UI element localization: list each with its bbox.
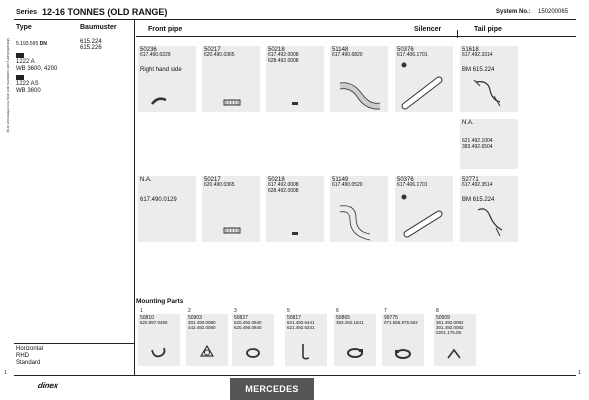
section-rule [136,36,576,37]
clamp-icon [382,314,424,366]
part-code: 50218 [268,47,285,53]
mount-code: 50817 [287,315,301,321]
part-ref: 617.492.3314 [462,52,493,58]
dinex-logo: dinex [37,381,59,390]
part-adapter[interactable] [266,46,324,112]
mount-num: 6 [336,308,339,314]
mount-num: 7 [384,308,387,314]
model-2-wb: WB 3600 [16,88,41,94]
mount-item-8[interactable] [434,314,476,366]
part-front-pipe-na[interactable] [138,176,196,242]
mount-num: 3 [234,308,237,314]
part-ref: 617.490.6820 [332,52,363,58]
mount-ref: 071.555.975.502 [384,320,418,325]
part-intermediate-pipe[interactable] [330,46,388,112]
drive-side: RHD [16,353,29,359]
part-intermediate-pipe-2[interactable] [330,176,388,242]
part-extra-na[interactable] [460,119,518,169]
model-1-name: 1222 A [16,59,35,65]
part-code: 50218 [268,177,285,183]
series-title: 12-16 TONNES (OLD RANGE) [42,7,168,17]
tail-pipe-icon [460,46,518,112]
curved-pipe-icon [330,176,388,242]
engine-suffix: DN [39,41,47,47]
mount-item-6[interactable] [334,314,376,366]
type-label: Type [16,24,32,31]
part-code: 51149 [332,177,349,183]
front-pipe-header: Front pipe [148,26,183,33]
footer-rule [14,375,576,376]
mounting-title: Mounting Parts [136,298,184,305]
part-note: Right hand side [140,67,182,73]
clamp-icon [138,314,180,366]
mount-item-5[interactable] [285,314,327,366]
part-ref: 617.492.0008 628.492.0008 [268,182,299,194]
part-silencer-2[interactable] [395,176,453,242]
part-code: 51618 [462,47,479,53]
clamp-icon [334,314,376,366]
part-adapter-2[interactable] [266,176,324,242]
part-ref: 620.490.0365 [204,182,235,188]
part-ref: 617.406.1701 [397,52,428,58]
part-ref: 617.490.0229 [140,52,171,58]
mount-code: 50903 [188,315,202,321]
part-tail-pipe[interactable] [460,46,518,112]
mount-ref: 302.490.0080 442.492.0080 [188,320,216,330]
series-label: Series [16,9,38,16]
system-number: 150200065 [538,9,569,15]
page-number-left: 1 [4,370,7,376]
part-note: 617.490.0129 [140,197,177,203]
flex-pipe-icon [202,46,260,112]
silencer-icon [395,176,453,242]
mount-ref: 361.492.0082 301.492.0082 0201.175.08 [436,320,464,335]
part-ref: 617.406.1701 [397,182,428,188]
part-code: 50236 [140,47,157,53]
part-code: 50376 [397,47,414,53]
engine-code [16,41,47,47]
part-code: 50376 [397,177,414,183]
left-bottom-rule [14,343,134,344]
mount-code: 50865 [336,315,350,321]
mount-code: 50827 [234,315,248,321]
mount-num: 5 [287,308,290,314]
pipe-bend-icon [138,46,196,112]
part-code: 50217 [204,177,221,183]
silencer-divider [457,30,458,38]
part-ref: 617.492.0008 628.492.0008 [268,52,299,64]
baumuster-label: Baumuster [80,24,117,31]
baumuster-2: 615.226 [80,45,102,51]
mount-num: 8 [436,308,439,314]
baumuster-1: 615.224 [80,39,102,45]
part-silencer[interactable] [395,46,453,112]
version: Standard [16,360,41,366]
part-ref: 617.490.0520 [332,182,363,188]
part-ref: 617.492.3514 [462,182,493,188]
model-2-name: 1222 AS [16,81,39,87]
part-ref: 620.490.0365 [204,52,235,58]
truck-icon [16,53,24,58]
engine-number: 5.193.595 [16,41,39,47]
clamp-icon [232,314,274,366]
mount-item-7[interactable] [382,314,424,366]
model-1-wb: WB 3600, 4200 [16,66,58,72]
header-rule [14,19,576,20]
curved-pipe-icon [330,46,388,112]
flex-pipe-icon [202,176,260,242]
part-code: 51148 [332,47,349,53]
part-front-pipe-rh[interactable] [138,46,196,112]
left-column-rule [134,19,135,375]
part-note: BM 615.224 [462,197,495,203]
tail-pipe-icon [460,176,518,242]
adapter-icon [266,46,324,112]
part-code: 50217 [204,47,221,53]
side-note: Manufacture part numbers are only for reference only [6,38,11,133]
page-number-right: 1 [578,370,581,376]
silencer-icon [395,46,453,112]
mount-item-1[interactable] [138,314,180,366]
brand-banner: MERCEDES [230,378,314,400]
truck-icon [16,75,24,80]
mount-item-3[interactable] [232,314,274,366]
part-note: BM 615.224 [462,67,495,73]
gasket-icon [186,314,228,366]
mount-num: 1 [140,308,143,314]
mount-code: 50909 [436,315,450,321]
part-ref: 621.492.1004 383.492.6504 [462,138,493,150]
part-code: 52771 [462,177,479,183]
system-label: System No.: [496,9,531,15]
tail-pipe-header: Tail pipe [474,26,502,33]
adapter-icon [266,176,324,242]
bracket-icon [434,314,476,366]
part-flex-pipe-2[interactable] [202,176,260,242]
part-code: N.A. [140,177,152,183]
mount-ref: 621.492.6441 621.492.6341 [287,320,315,330]
mount-ref: 383.492.1841 [336,320,364,325]
part-code: N.A. [462,120,474,126]
mount-num: 2 [188,308,191,314]
part-tail-pipe-2[interactable] [460,176,518,242]
mount-code: 99775 [384,315,398,321]
part-flex-pipe[interactable] [202,46,260,112]
mount-ref: 620.997.0490 [140,320,168,325]
mount-item-2[interactable] [186,314,228,366]
orientation: Horizontal [16,346,44,352]
mount-code: 50810 [140,315,154,321]
hanger-icon [285,314,327,366]
mount-ref: 620.492.0840 620.490.0840 [234,320,262,330]
silencer-header: Silencer [414,26,442,33]
